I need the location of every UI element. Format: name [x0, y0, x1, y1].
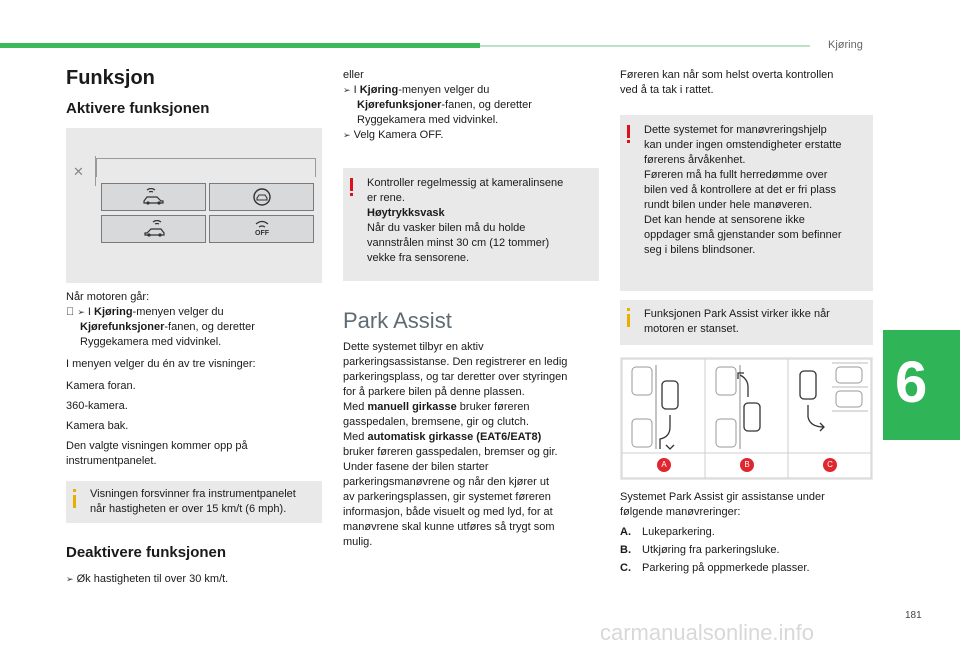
text-line: oppdager små gjenstander som befinner — [644, 229, 842, 241]
warning-box — [343, 168, 599, 281]
text-fragment: Velg Kamera OFF. — [353, 129, 444, 141]
list-key: A. — [620, 526, 631, 538]
figure-label-b: B — [740, 458, 754, 472]
text-line: Under fasene der bilen starter — [343, 461, 489, 473]
text-line: Visningen forsvinner fra instrumentpanelet — [90, 488, 296, 500]
text-fragment: -menyen velger du — [132, 306, 224, 318]
list-key: B. — [620, 544, 631, 556]
col2-body — [343, 340, 603, 550]
text-line: følgende manøvreringer: — [620, 506, 741, 518]
text-bold: Kjøring — [94, 306, 133, 318]
text-fragment: -menyen velger du — [398, 84, 490, 96]
text-line: gasspedalen, bremsene, gir og clutch. — [343, 416, 529, 428]
list-text: Utkjøring fra parkeringsluke. — [642, 544, 780, 556]
text-line: vannstrålen minst 30 cm (12 tommer) — [367, 237, 550, 249]
figure-label-c: C — [823, 458, 837, 472]
text-fragment: Med — [343, 431, 368, 443]
warning-icon-dot — [350, 193, 353, 196]
bullet-item — [66, 572, 228, 587]
bullet-glyph: ➢ — [66, 574, 74, 584]
info-icon-bar — [627, 314, 630, 327]
warning-box — [620, 115, 873, 291]
text-fragment: -fanen, og deretter — [441, 99, 532, 111]
text-line — [343, 400, 603, 415]
text-line: parkeringsassistanse. Den registrerer en ledig — [343, 356, 568, 368]
text-line: parkeringsplass, og tar deretter over styringen — [343, 371, 568, 383]
text-line: I menyen velger du én av tre visninger: — [66, 358, 256, 370]
text-fragment: bruker føreren — [456, 401, 530, 413]
header-rule-light — [480, 45, 810, 47]
list-text: Lukeparkering. — [642, 526, 715, 538]
close-icon: ✕ — [73, 164, 84, 179]
text-bold: manuell girkasse — [367, 401, 457, 413]
col1-body — [66, 290, 322, 469]
text-line: Når motoren går: — [66, 291, 150, 303]
text-line — [343, 430, 603, 445]
bullet-continuation — [66, 320, 322, 335]
info-icon-dot — [73, 489, 76, 492]
option-front: Kamera foran. — [66, 380, 136, 392]
park-assist-figure — [620, 357, 873, 480]
warning-text — [644, 123, 873, 258]
col3-intro — [620, 68, 876, 98]
col3-body — [620, 490, 876, 576]
text-line: motoren er stanset. — [644, 323, 739, 335]
header-rule — [0, 43, 480, 48]
camera-buttons-figure — [66, 128, 322, 283]
text-line: for å parkere bilen på denne plassen. — [343, 386, 525, 398]
text-fragment: -fanen, og deretter — [164, 321, 255, 333]
bullet-continuation: Ryggekamera med vidvinkel. — [357, 114, 499, 126]
list-item — [620, 525, 876, 540]
chapter-title: Kjøring — [828, 39, 863, 51]
text-fragment: I — [353, 84, 360, 96]
text-line: førerens årvåkenhet. — [644, 154, 746, 166]
text-line: eller — [343, 69, 364, 81]
option-rear: Kamera bak. — [66, 420, 129, 432]
rear-camera-button — [101, 215, 206, 243]
chapter-number: 6 — [895, 350, 928, 415]
text-line: kan under ingen omstendigheter erstatte — [644, 139, 842, 151]
text-line: Dette systemet for manøvreringshjelp — [644, 124, 827, 136]
text-line: parkeringsmanøvrene og når den kjører ut — [343, 476, 550, 488]
camera-off-label: OFF — [255, 230, 269, 237]
text-line: rundt bilen under hele manøveren. — [644, 199, 813, 211]
text-line: Funksjonen Park Assist virker ikke når — [644, 308, 830, 320]
section-title-funksjon: Funksjon — [66, 67, 155, 89]
info-box — [66, 481, 322, 523]
text-line: Den valgte visningen kommer opp på — [66, 440, 248, 452]
text-bold: automatisk girkasse (EAT6/EAT8) — [367, 431, 542, 443]
warning-icon-dot — [627, 140, 630, 143]
text-bold: Høytrykksvask — [367, 207, 445, 219]
front-camera-icon — [141, 188, 167, 206]
camera-off-icon — [251, 220, 273, 230]
text-line: Når du vasker bilen må du holde — [367, 222, 526, 234]
info-text — [90, 487, 322, 517]
info-icon-dot — [627, 308, 630, 311]
bullet-continuation: Ryggekamera med vidvinkel. — [80, 336, 222, 348]
text-line: Føreren kan når som helst overta kontrollen — [620, 69, 834, 81]
front-camera-button — [101, 183, 206, 211]
text-line: informasjon, både visuelt og med lyd, for at — [343, 506, 553, 518]
text-line: av parkeringsplassen, gir systemet føreren — [343, 491, 551, 503]
list-key: C. — [620, 562, 631, 574]
text-line: Dette systemet tilbyr en aktiv — [343, 341, 484, 353]
bullet-item — [343, 128, 599, 143]
bullet-glyph: ➢ — [343, 85, 351, 95]
text-line: Det kan hende at sensorene ikke — [644, 214, 805, 226]
text-bold: Kjørefunksjoner — [357, 99, 442, 111]
text-line: seg i bilens blindsoner. — [644, 244, 756, 256]
text-line: mulig. — [343, 536, 373, 548]
bullet-item — [343, 83, 599, 98]
park-assist-title: Park Assist — [343, 308, 452, 333]
text-line: Kontroller regelmessig at kameralinsene — [367, 177, 564, 189]
figure-label-a: A — [657, 458, 671, 472]
text-line: bruker føreren gasspedalen, bremser og gir. — [343, 446, 558, 458]
text-line: vekke fra sensorene. — [367, 252, 470, 264]
text-line: manøvrene skal kunne utføres så trygt som — [343, 521, 555, 533]
bullet-continuation — [343, 98, 599, 113]
page-number: 181 — [905, 610, 922, 621]
text-line: er rene. — [367, 192, 405, 204]
camera-360-button — [209, 183, 314, 211]
text-fragment: Med — [343, 401, 368, 413]
bullet-item — [66, 305, 322, 320]
text-fragment: Øk hastigheten til over 30 km/t. — [76, 573, 229, 585]
list-text: Parkering på oppmerkede plasser. — [642, 562, 810, 574]
text-line: instrumentpanelet. — [66, 455, 157, 467]
text-bold: Kjøring — [359, 84, 399, 96]
subtitle-aktivere: Aktivere funksjonen — [66, 100, 210, 117]
info-icon-bar — [73, 495, 76, 508]
text-line: ved å ta tak i rattet. — [620, 84, 714, 96]
camera-360-icon — [251, 186, 273, 208]
text-line: Systemet Park Assist gir assistanse under — [620, 491, 825, 503]
rear-camera-icon — [141, 220, 167, 238]
bullet-glyph: ➢ — [77, 307, 85, 317]
text-fragment: I — [87, 306, 95, 318]
warning-text — [367, 176, 599, 266]
warning-icon-bar — [627, 125, 630, 138]
camera-off-button — [209, 215, 314, 243]
text-bold: Kjørefunksjoner — [80, 321, 165, 333]
col2-intro — [343, 68, 599, 143]
text-line: Føreren må ha fullt herredømme over — [644, 169, 828, 181]
text-line: når hastigheten er over 15 km/t (6 mph). — [90, 503, 287, 515]
option-360: 360-kamera. — [66, 400, 128, 412]
info-box — [620, 300, 873, 345]
text-line: bilen ved å kontrollere at det er fri plass — [644, 184, 836, 196]
watermark: carmanualsonline.info — [600, 620, 815, 645]
bullet-glyph: ➢ — [343, 130, 351, 140]
list-item — [620, 561, 876, 576]
list-item — [620, 543, 876, 558]
info-text — [644, 307, 873, 337]
subtitle-deaktivere: Deaktivere funksjonen — [66, 544, 227, 561]
figure-panel-outline — [96, 158, 316, 177]
warning-icon-bar — [350, 178, 353, 191]
